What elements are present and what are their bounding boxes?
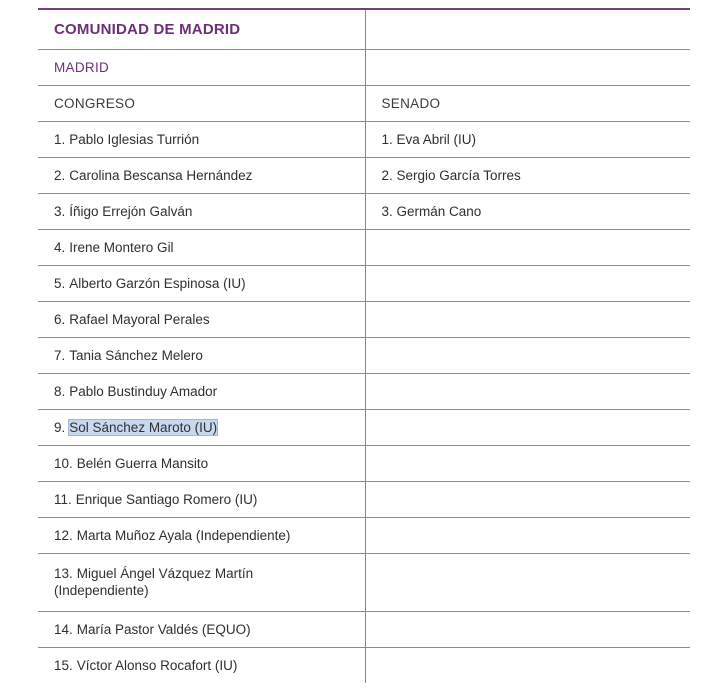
region-row — [38, 49, 690, 85]
title-row — [38, 9, 690, 49]
table-row — [38, 337, 690, 373]
senado-empty-cell — [365, 445, 690, 481]
title-empty-cell — [365, 9, 690, 49]
candidate-table-body — [38, 9, 690, 683]
candidate-number: 14. — [54, 621, 73, 637]
senado-empty-cell — [365, 647, 690, 683]
senado-candidate[interactable]: 3. Germán Cano — [365, 193, 690, 229]
candidate-number: 15. — [54, 657, 73, 673]
candidate-number: 4. — [54, 239, 66, 255]
senado-empty-cell — [365, 337, 690, 373]
candidate-number: 7. — [54, 347, 66, 363]
senado-candidate[interactable]: 2. Sergio García Torres — [365, 157, 690, 193]
table-row — [38, 373, 690, 409]
selected-candidate-name[interactable]: Sol Sánchez Maroto (IU) — [69, 419, 218, 435]
candidate-number: 10. — [54, 455, 73, 471]
table-row — [38, 481, 690, 517]
table-row — [38, 445, 690, 481]
congreso-candidate[interactable] — [38, 193, 365, 229]
senado-empty-cell — [365, 373, 690, 409]
table-row — [38, 409, 690, 445]
candidate-number: 8. — [54, 383, 66, 399]
candidate-number: 6. — [54, 311, 66, 327]
table-row — [38, 157, 690, 193]
senado-empty-cell — [365, 229, 690, 265]
senado-candidate[interactable]: 1. Eva Abril (IU) — [365, 121, 690, 157]
candidate-number: 13. — [54, 566, 73, 581]
congreso-candidate[interactable] — [38, 445, 365, 481]
candidate-number: 2. — [54, 167, 66, 183]
senado-empty-cell — [365, 409, 690, 445]
candidate-name: Tania Sánchez Melero — [69, 347, 203, 363]
candidate-number: 9. — [54, 419, 66, 435]
candidate-name: Marta Muñoz Ayala (Independiente) — [76, 527, 291, 543]
congreso-candidate[interactable] — [38, 373, 365, 409]
senado-empty-cell — [365, 265, 690, 301]
community-title: COMUNIDAD DE MADRID — [38, 9, 365, 49]
senado-empty-cell — [365, 553, 690, 611]
table-row — [38, 611, 690, 647]
table-row — [38, 553, 690, 611]
table-row — [38, 193, 690, 229]
candidate-number: 3. — [54, 203, 66, 219]
table-row — [38, 121, 690, 157]
congreso-candidate[interactable] — [38, 157, 365, 193]
congreso-header: CONGRESO — [38, 85, 365, 121]
senado-header: SENADO — [365, 85, 690, 121]
congreso-candidate[interactable] — [38, 481, 365, 517]
candidate-number: 11. — [54, 491, 72, 507]
candidate-name: Íñigo Errejón Galván — [69, 203, 193, 219]
senado-empty-cell — [365, 517, 690, 553]
candidate-affiliation: (Independiente) — [54, 583, 149, 598]
congreso-candidate[interactable] — [38, 611, 365, 647]
candidate-name: Rafael Mayoral Perales — [69, 311, 210, 327]
senado-empty-cell — [365, 481, 690, 517]
candidate-name: Pablo Bustinduy Amador — [69, 383, 218, 399]
candidate-name: Víctor Alonso Rocafort (IU) — [76, 657, 238, 673]
candidate-number: 12. — [54, 527, 73, 543]
congreso-candidate[interactable] — [38, 409, 365, 445]
candidate-name: Pablo Iglesias Turrión — [69, 131, 200, 147]
candidate-number: 5. — [54, 275, 66, 291]
candidate-name: Enrique Santiago Romero (IU) — [75, 491, 258, 507]
congreso-candidate[interactable] — [38, 265, 365, 301]
table-row — [38, 229, 690, 265]
candidate-number: 1. — [54, 131, 66, 147]
candidate-name: Miguel Ángel Vázquez Martín — [76, 566, 254, 581]
senado-empty-cell — [365, 301, 690, 337]
congreso-candidate[interactable] — [38, 553, 365, 611]
congreso-candidate[interactable] — [38, 229, 365, 265]
region-empty-cell — [365, 49, 690, 85]
table-row — [38, 301, 690, 337]
congreso-candidate[interactable] — [38, 301, 365, 337]
table-row — [38, 265, 690, 301]
header-row — [38, 85, 690, 121]
table-row — [38, 517, 690, 553]
candidate-name: Belén Guerra Mansito — [76, 455, 209, 471]
candidate-name: María Pastor Valdés (EQUO) — [76, 621, 251, 637]
candidate-name: Carolina Bescansa Hernández — [69, 167, 253, 183]
congreso-candidate[interactable] — [38, 517, 365, 553]
congreso-candidate[interactable] — [38, 647, 365, 683]
candidate-table — [38, 8, 690, 683]
region-name: MADRID — [38, 49, 365, 85]
congreso-candidate[interactable] — [38, 121, 365, 157]
senado-empty-cell — [365, 611, 690, 647]
congreso-candidate[interactable] — [38, 337, 365, 373]
table-row — [38, 647, 690, 683]
candidate-name: Irene Montero Gil — [69, 239, 174, 255]
candidate-name: Alberto Garzón Espinosa (IU) — [69, 275, 246, 291]
